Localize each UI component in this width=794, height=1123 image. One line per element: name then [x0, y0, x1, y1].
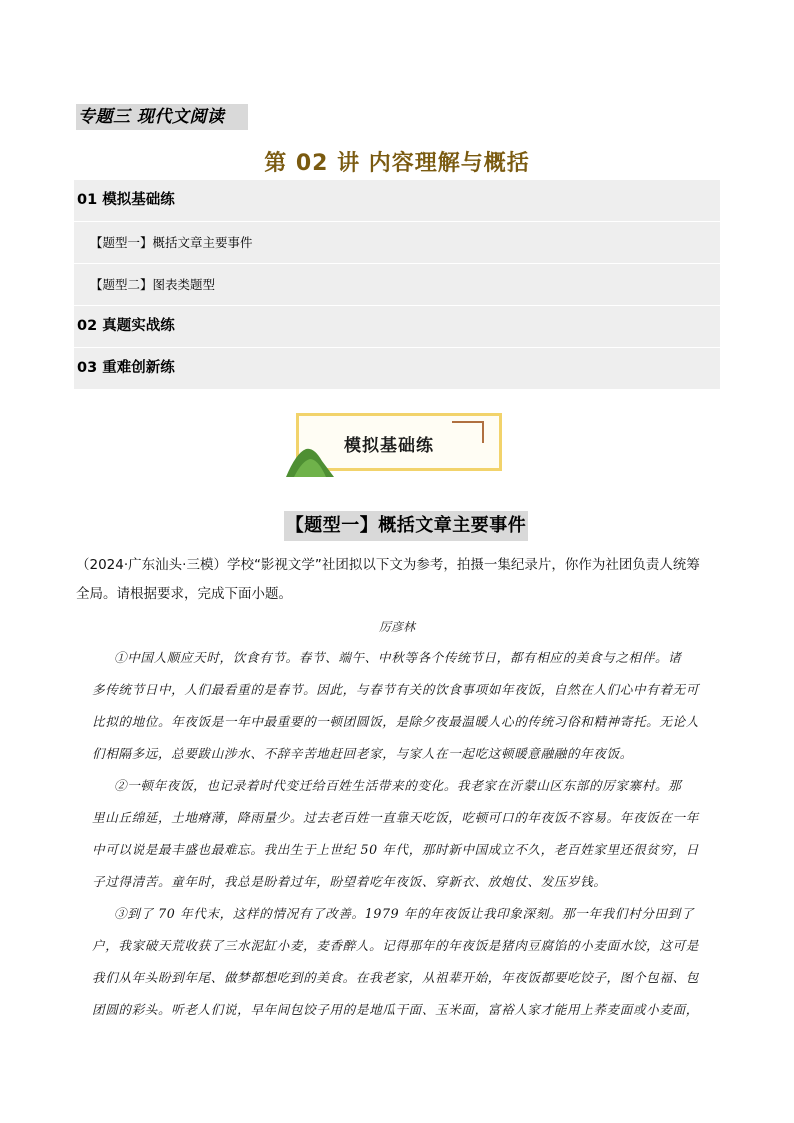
question-intro-line: （2024·广东汕头·三模）学校“影视文学”社团拟以下文为参考，拍摄一集纪录片，你作为社团负责人统筹: [76, 557, 700, 573]
toc-item-type-one[interactable]: 【题型一】概括文章主要事件: [74, 222, 720, 264]
table-of-contents: [74, 180, 720, 390]
lecture-title: 第 02 讲 内容理解与概括: [264, 151, 530, 176]
toc-item-type-two[interactable]: 【题型二】图表类题型: [74, 264, 720, 306]
banner-accent-line-vertical: [482, 421, 484, 443]
banner-label: 模拟基础练: [344, 436, 434, 456]
article-line: 中可以说是最丰盛也最难忘。我出生于上世纪 50 年代，那时新中国成立不久，老百姓家里还很贫穷，日: [92, 842, 699, 857]
article-line: 比拟的地位。年夜饭是一年中最重要的一顿团圆饭，是除夕夜最温暖人心的传统习俗和精神寄托。无论人: [92, 714, 699, 729]
article-line: 们相隔多远，总要跋山涉水、不辞辛苦地赶回老家，与家人在一起吃这顿暖意融融的年夜饭。: [92, 746, 633, 761]
article-paragraph: [92, 770, 728, 898]
question-type-heading: 【题型一】概括文章主要事件: [284, 511, 528, 541]
article-line: ②一顿年夜饭，也记录着时代变迁给百姓生活带来的变化。我老家在沂蒙山区东部的厉家寨村。那: [114, 778, 682, 793]
article-paragraph: [92, 898, 728, 1026]
article-line: 多传统节日中，人们最看重的是春节。因此，与春节有关的饮食事项如年夜饭，自然在人们心中有着无可: [92, 682, 699, 697]
article-line: ①中国人顺应天时，饮食有节。春节、端午、中秋等各个传统节日，都有相应的美食与之相伴。诸: [114, 650, 682, 665]
article-line: ③到了 70 年代末，这样的情况有了改善。1979 年的年夜饭让我印象深刻。那一年我们村分田到了: [114, 906, 695, 921]
article-line: 团圆的彩头。听老人们说，早年间包饺子用的是地瓜干面、玉米面，富裕人家才能用上荞麦面或小麦面，: [92, 1002, 699, 1017]
toc-item-simulation[interactable]: 01 模拟基础练: [74, 180, 720, 222]
article-paragraph: [92, 642, 728, 770]
section-banner: [286, 413, 504, 475]
article-line: 子过得清苦。童年时，我总是盼着过年，盼望着吃年夜饭、穿新衣、放炮仗、发压岁钱。: [92, 874, 607, 889]
toc-item-innovation[interactable]: 03 重难创新练: [74, 348, 720, 390]
article-line: 里山丘绵延，土地瘠薄，降雨量少。过去老百姓一直靠天吃饭，吃顿可口的年夜饭不容易。年夜饭在一年: [92, 810, 699, 825]
article-line: 户，我家破天荒收获了三水泥缸小麦，麦香醉人。记得那年的年夜饭是猪肉豆腐馅的小麦面水饺，这可是: [92, 938, 699, 953]
banner-accent-line: [452, 421, 484, 423]
article-author: 厉彦林: [378, 620, 415, 634]
article-body: [92, 642, 728, 1026]
question-intro: [76, 551, 726, 609]
toc-item-real-exam[interactable]: 02 真题实战练: [74, 306, 720, 348]
question-intro-line: 全局。请根据要求，完成下面小题。: [76, 586, 292, 602]
series-label: 专题三 现代文阅读: [76, 104, 248, 130]
hills-icon: [284, 439, 336, 479]
article-line: 我们从年头盼到年尾、做梦都想吃到的美食。在我老家，从祖辈开始，年夜饭都要吃饺子，图个包福、包: [92, 970, 699, 985]
